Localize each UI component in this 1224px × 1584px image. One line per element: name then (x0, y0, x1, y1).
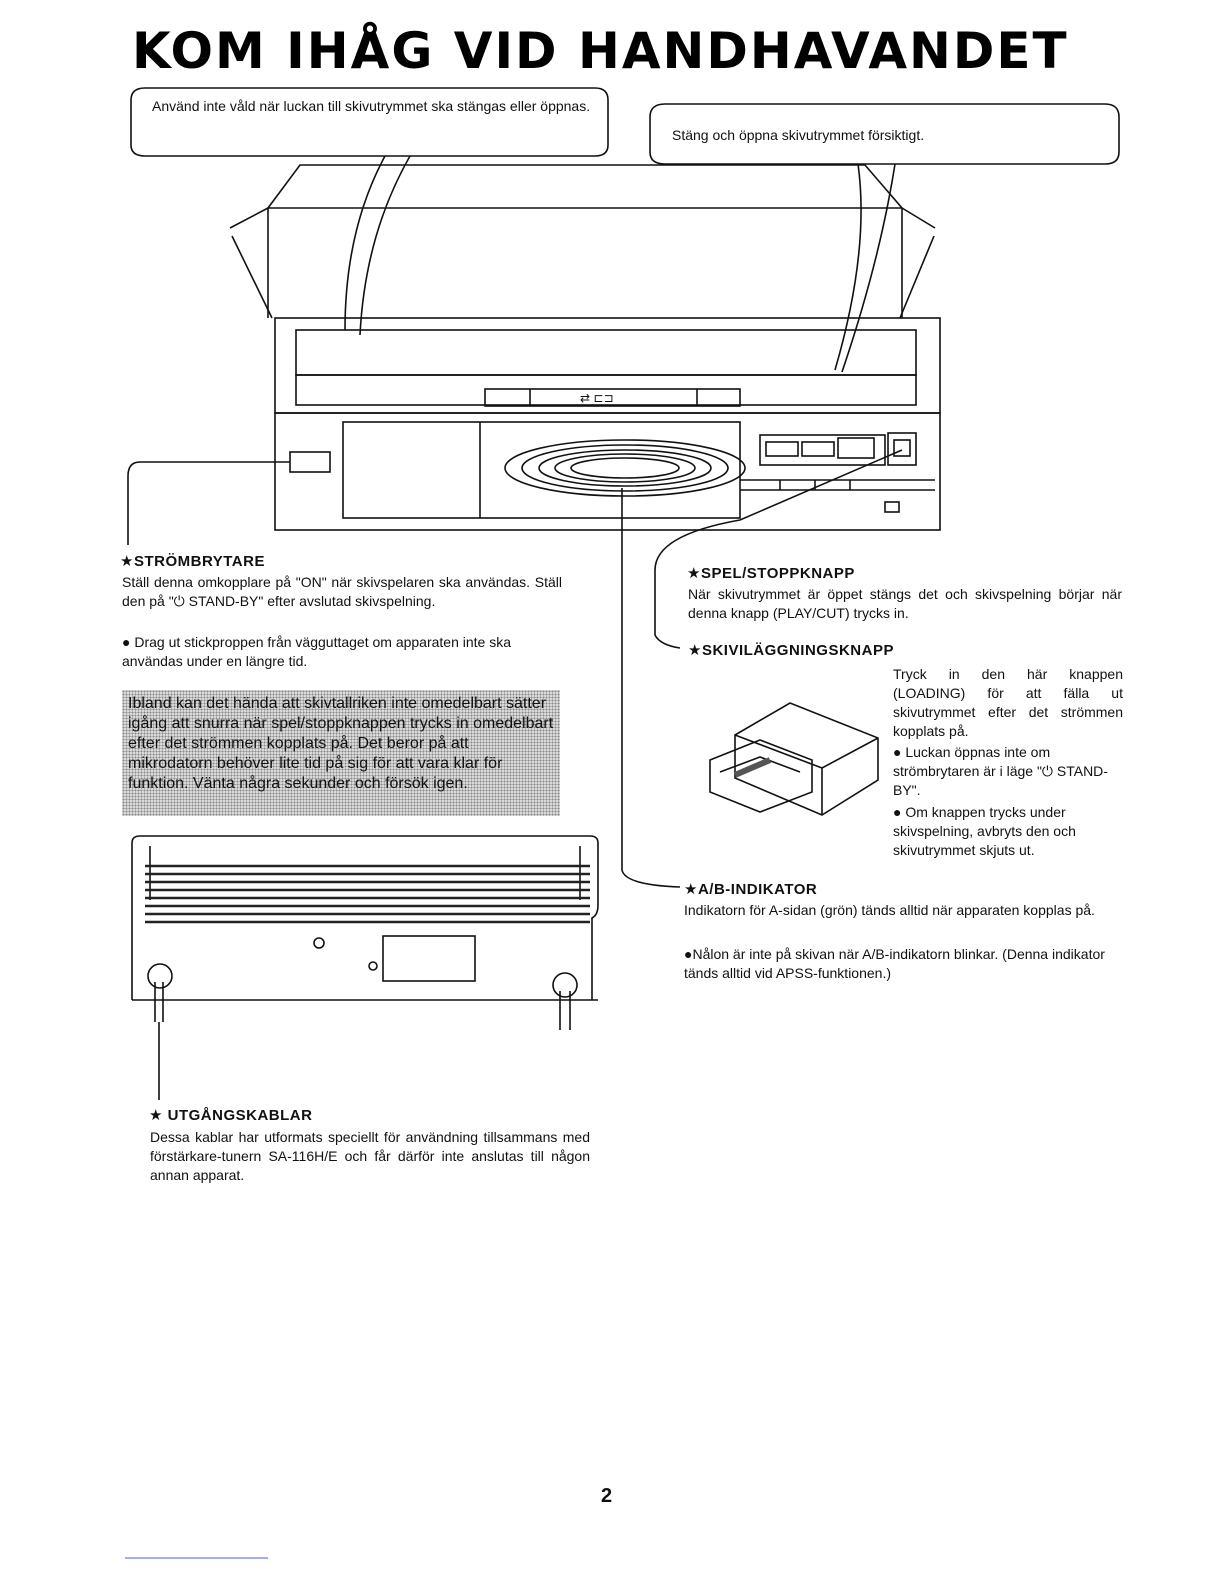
spel-text: När skivutrymmet är öppet stängs det och skivspelning börjar när denna knapp (PLAY/CUT) trycks in. (688, 586, 1122, 621)
utg-title: ★ UTGÅNGSKABLAR (149, 1107, 313, 1124)
note-box: Ibland kan det hända att skivtallriken inte omedelbart sätter igång att snurra när spel/stoppknappen trycks in omedelbart efter det strömmen kopplats på. Det beror på att mikrodatorn behöver lite tid på sig för att vara klar för funktion. Vänta några sekunder och försök igen. (122, 690, 560, 816)
strombrytare-title: ★STRÖMBRYTARE (120, 553, 265, 570)
page-title: KOM IHÅG VID HANDHAVANDET (132, 22, 1069, 80)
svg-text:⇄ ⊏⊐: ⇄ ⊏⊐ (580, 391, 614, 405)
ab-text: Indikatorn för A-sidan (grön) tänds alltid när apparaten kopplas på. (684, 902, 1095, 918)
callout-text-left: Använd inte våld när luckan till skivutrymmet ska stängas eller öppnas. (152, 98, 591, 114)
callout-text-right: Stäng och öppna skivutrymmet försiktigt. (672, 127, 925, 143)
ab-bullet: ●Nålon är inte på skivan när A/B-indikatorn blinkar. (Denna indikator tänds alltid vid APSS-funktionen.) (684, 946, 1105, 981)
skiv-text: Tryck in den här knappen (LOADING) för att fälla ut skivutrymmet efter det strömmen kopplats på. (893, 666, 1123, 739)
skiv-bullet-1: ● Luckan öppnas inte om strömbrytaren är i läge "⏻ STAND-BY". (893, 744, 1108, 798)
utg-text: Dessa kablar har utformats speciellt för användning tillsammans med förstärkare-tunern SA-116H/E och får därför inte anslutas till någon annan apparat. (150, 1129, 590, 1183)
strombrytare-bullet: ● Drag ut stickproppen från vägguttaget om apparaten inte ska användas under en längre tid. (122, 634, 512, 669)
page-number: 2 (601, 1485, 613, 1507)
spel-title: ★SPEL/STOPPKNAPP (687, 565, 855, 582)
skiv-title: ★SKIVILÄGGNINGSKNAPP (688, 642, 894, 659)
strombrytare-text: Ställ denna omkopplare på "ON" när skivspelaren ska användas. Ställ den på "⏻ STAND-BY" efter avslutad skivspelning. (122, 574, 562, 609)
ab-title: ★A/B-INDIKATOR (684, 881, 818, 898)
skiv-bullet-2: ● Om knappen trycks under skivspelning, avbryts den och skivutrymmet skjuts ut. (893, 804, 1076, 858)
